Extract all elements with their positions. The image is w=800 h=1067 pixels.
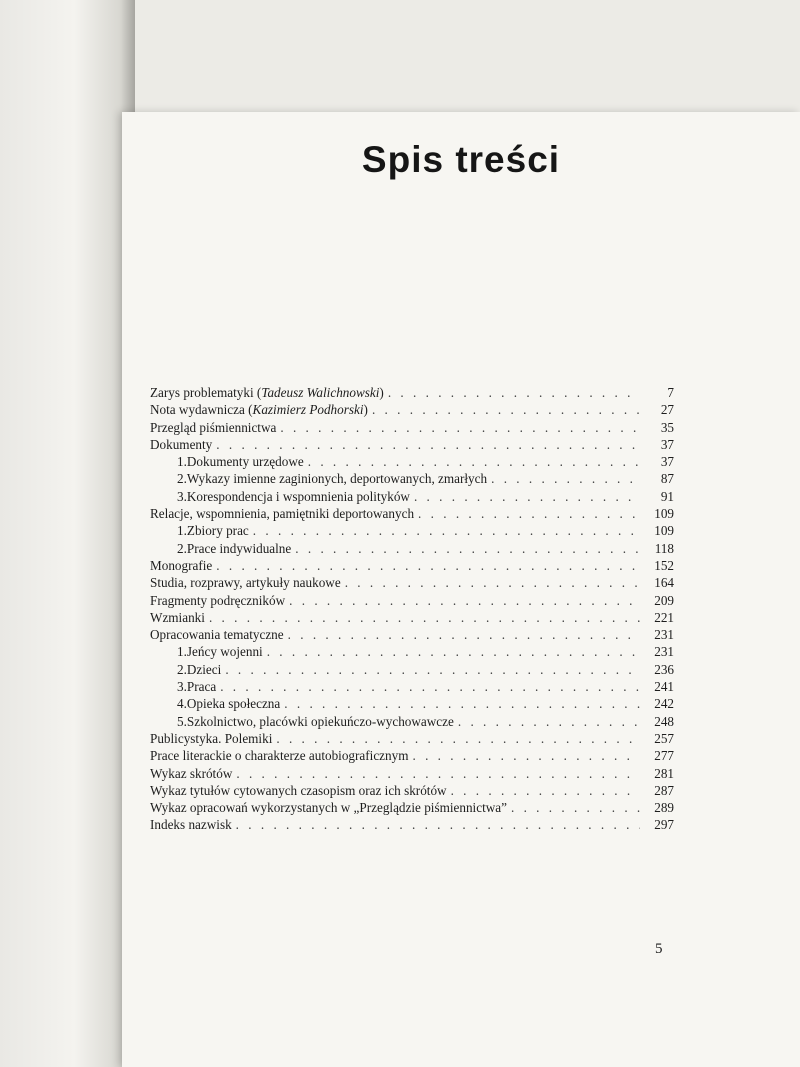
toc-entry-number: 4.	[177, 696, 187, 712]
toc-entry-page: 118	[654, 540, 674, 556]
toc-entry	[150, 816, 674, 833]
toc-entry-title-text: Prace indywidualne	[186, 540, 292, 556]
toc-entry-title	[150, 765, 232, 782]
toc-dot-leader	[308, 453, 640, 470]
toc-entry-title-text: Szkolnictwo, placówki opiekuńczo-wychowawcze	[186, 713, 454, 729]
toc-entry-title	[187, 488, 410, 505]
toc-entry	[150, 453, 674, 470]
toc-entry-title	[150, 505, 414, 522]
toc-entry-page: 109	[654, 523, 674, 539]
toc-entry-title	[150, 592, 285, 609]
toc-dot-leader	[288, 626, 640, 643]
toc-entry-page: 37	[660, 454, 674, 470]
toc-dot-leader	[209, 609, 640, 626]
toc-entry-title	[150, 730, 272, 747]
toc-entry-page: 257	[654, 730, 674, 746]
toc-entry	[150, 557, 674, 574]
toc-entry-page: 109	[654, 506, 674, 522]
toc-entry-title-text: Wykaz opracowań wykorzystanych w „Przeglądzie piśmiennictwa”	[150, 800, 507, 816]
toc-entry	[150, 419, 674, 436]
toc-entry-page: 87	[660, 471, 674, 487]
toc-entry-title	[150, 384, 384, 401]
page-number: 5	[655, 941, 663, 957]
toc-entry-number: 5.	[177, 713, 187, 729]
toc-entry	[150, 799, 674, 816]
toc-dot-leader	[236, 816, 640, 833]
toc-entry-title	[150, 799, 507, 816]
toc-entry	[150, 695, 674, 712]
toc-entry-number: 1.	[177, 454, 187, 470]
toc-entry-page: 241	[654, 679, 674, 695]
toc-entry	[150, 522, 674, 539]
toc-entry-page: 289	[654, 800, 674, 816]
toc-dot-leader	[216, 436, 640, 453]
toc-entry-title-text: Monografie	[150, 557, 213, 573]
toc-dot-leader	[280, 419, 640, 436]
toc-entry-title-text: Prace literackie o charakterze autobiograficznym	[150, 748, 409, 764]
toc-entry-title	[150, 782, 447, 799]
toc-entry-title	[150, 574, 341, 591]
page-title: Spis treści	[361, 139, 561, 180]
toc-entry-title	[187, 695, 280, 712]
toc-dot-leader	[267, 643, 640, 660]
toc-entry-page: 37	[660, 436, 674, 452]
toc-entry	[150, 626, 674, 643]
toc-entry-title-text: Dzieci	[186, 661, 222, 677]
toc-entry-number: 1.	[177, 644, 187, 660]
toc-dot-leader	[412, 747, 640, 764]
toc-entry-page: 231	[654, 627, 674, 643]
toc-entry	[150, 643, 674, 660]
toc-entry-title-text: Fragmenty podręczników	[150, 592, 286, 608]
toc-entry-title-text: Korespondencja i wspomnienia polityków	[186, 488, 410, 504]
toc-entry	[150, 401, 674, 418]
toc-entry-page: 152	[654, 557, 674, 573]
toc-entry-title-text: Opracowania tematyczne	[150, 627, 284, 643]
toc-entry-number: 3.	[177, 679, 187, 695]
toc-entry-title-text: Indeks nazwisk	[150, 817, 232, 833]
toc-entry	[150, 765, 674, 782]
toc-entry-number: 1.	[177, 523, 187, 539]
toc-dot-leader	[284, 695, 640, 712]
toc-entry-page: 287	[654, 782, 674, 798]
toc-entry	[150, 436, 674, 453]
toc-dot-leader	[511, 799, 640, 816]
toc-entry	[150, 730, 674, 747]
toc-entry	[150, 592, 674, 609]
toc-entry-page: 277	[654, 748, 674, 764]
toc-entry	[150, 782, 674, 799]
toc-entry	[150, 470, 674, 487]
toc-entry	[150, 505, 674, 522]
toc-entry-title-text: Praca	[186, 679, 217, 695]
toc-entry-title	[187, 540, 291, 557]
toc-entry-page: 248	[654, 713, 674, 729]
toc-entry-title-text: Zbiory prac	[186, 523, 249, 539]
toc-entry-title	[187, 713, 454, 730]
toc-entry	[150, 574, 674, 591]
toc-entry-title	[150, 436, 212, 453]
toc-entry-page: 164	[654, 575, 674, 591]
toc-entry-title-text: Relacje, wspomnienia, pamiętniki deportowanych	[150, 506, 415, 522]
toc-entry-title-text: Jeńcy wojenni	[186, 644, 263, 660]
toc-entry	[150, 661, 674, 678]
toc-dot-leader	[225, 661, 640, 678]
toc-entry-title-suffix: )	[363, 402, 368, 418]
toc-dot-leader	[253, 522, 640, 539]
toc-entry-title-text: Studia, rozprawy, artykuły naukowe	[150, 575, 341, 591]
toc-entry-page: 221	[654, 609, 674, 625]
toc-entry-title-text: Wykazy imienne zaginionych, deportowanych, zmarłych	[186, 471, 488, 487]
toc-entry-title	[187, 661, 221, 678]
toc-entry-page: 27	[660, 402, 674, 418]
toc-entry-title-text: Zarys problematyki (	[150, 385, 262, 400]
toc-entry	[150, 609, 674, 626]
toc-entry	[150, 384, 674, 401]
toc-entry-title	[187, 522, 249, 539]
toc-entry-page: 35	[660, 419, 674, 435]
toc-entry-title-text: Przegląd piśmiennictwa	[150, 419, 277, 435]
toc-dot-leader	[345, 574, 640, 591]
toc-dot-leader	[388, 384, 640, 401]
toc-entry-title	[187, 453, 304, 470]
table-of-contents	[150, 384, 674, 834]
toc-dot-leader	[276, 730, 640, 747]
toc-entry-title	[150, 626, 284, 643]
toc-entry-page: 281	[654, 765, 674, 781]
toc-entry-number: 3.	[177, 488, 187, 504]
toc-entry-title	[150, 401, 368, 418]
toc-entry-title	[150, 816, 232, 833]
toc-entry-page: 297	[654, 817, 674, 833]
toc-entry-title	[187, 643, 263, 660]
toc-dot-leader	[414, 488, 640, 505]
toc-entry-number: 2.	[177, 661, 187, 677]
toc-dot-leader	[372, 401, 640, 418]
toc-entry-page: 209	[654, 592, 674, 608]
toc-dot-leader	[451, 782, 640, 799]
toc-entry-title-text: Wykaz tytułów cytowanych czasopism oraz ich skrótów	[150, 782, 447, 798]
toc-entry	[150, 540, 674, 557]
facing-page	[0, 0, 135, 1067]
toc-dot-leader	[220, 678, 640, 695]
toc-dot-leader	[418, 505, 640, 522]
toc-entry-author: Tadeusz Walichnowski	[261, 385, 380, 400]
toc-entry-title	[187, 470, 487, 487]
toc-entry-title	[150, 557, 212, 574]
toc-entry-number: 2.	[177, 540, 187, 556]
toc-dot-leader	[289, 592, 640, 609]
toc-entry	[150, 488, 674, 505]
toc-entry-title-text: Dokumenty urzędowe	[186, 454, 304, 470]
toc-entry-title	[150, 609, 205, 626]
toc-entry-title-suffix: )	[379, 385, 384, 400]
toc-entry-page: 236	[654, 661, 674, 677]
toc-entry-title-text: Opieka społeczna	[186, 696, 281, 712]
toc-entry-title-text: Wzmianki	[150, 609, 205, 625]
toc-dot-leader	[216, 557, 640, 574]
toc-dot-leader	[295, 540, 640, 557]
toc-entry-title-text: Nota wydawnicza (	[150, 402, 253, 418]
toc-entry	[150, 713, 674, 730]
toc-entry-title-text: Dokumenty	[150, 436, 213, 452]
toc-dot-leader	[491, 470, 640, 487]
toc-dot-leader	[236, 765, 640, 782]
toc-entry-number: 2.	[177, 471, 187, 487]
book-page	[122, 112, 800, 1067]
toc-entry-page: 91	[660, 488, 674, 504]
toc-entry-author: Kazimierz Podhorski	[252, 402, 364, 418]
toc-entry-title	[150, 419, 276, 436]
toc-dot-leader	[458, 713, 640, 730]
toc-entry-page: 7	[667, 385, 674, 400]
toc-entry-page: 231	[654, 644, 674, 660]
toc-entry	[150, 678, 674, 695]
toc-entry-title	[150, 747, 408, 764]
toc-entry	[150, 747, 674, 764]
toc-entry-title	[187, 678, 216, 695]
toc-entry-title-text: Wykaz skrótów	[150, 765, 233, 781]
toc-entry-title-text: Publicystyka. Polemiki	[150, 730, 273, 746]
toc-entry-page: 242	[654, 696, 674, 712]
